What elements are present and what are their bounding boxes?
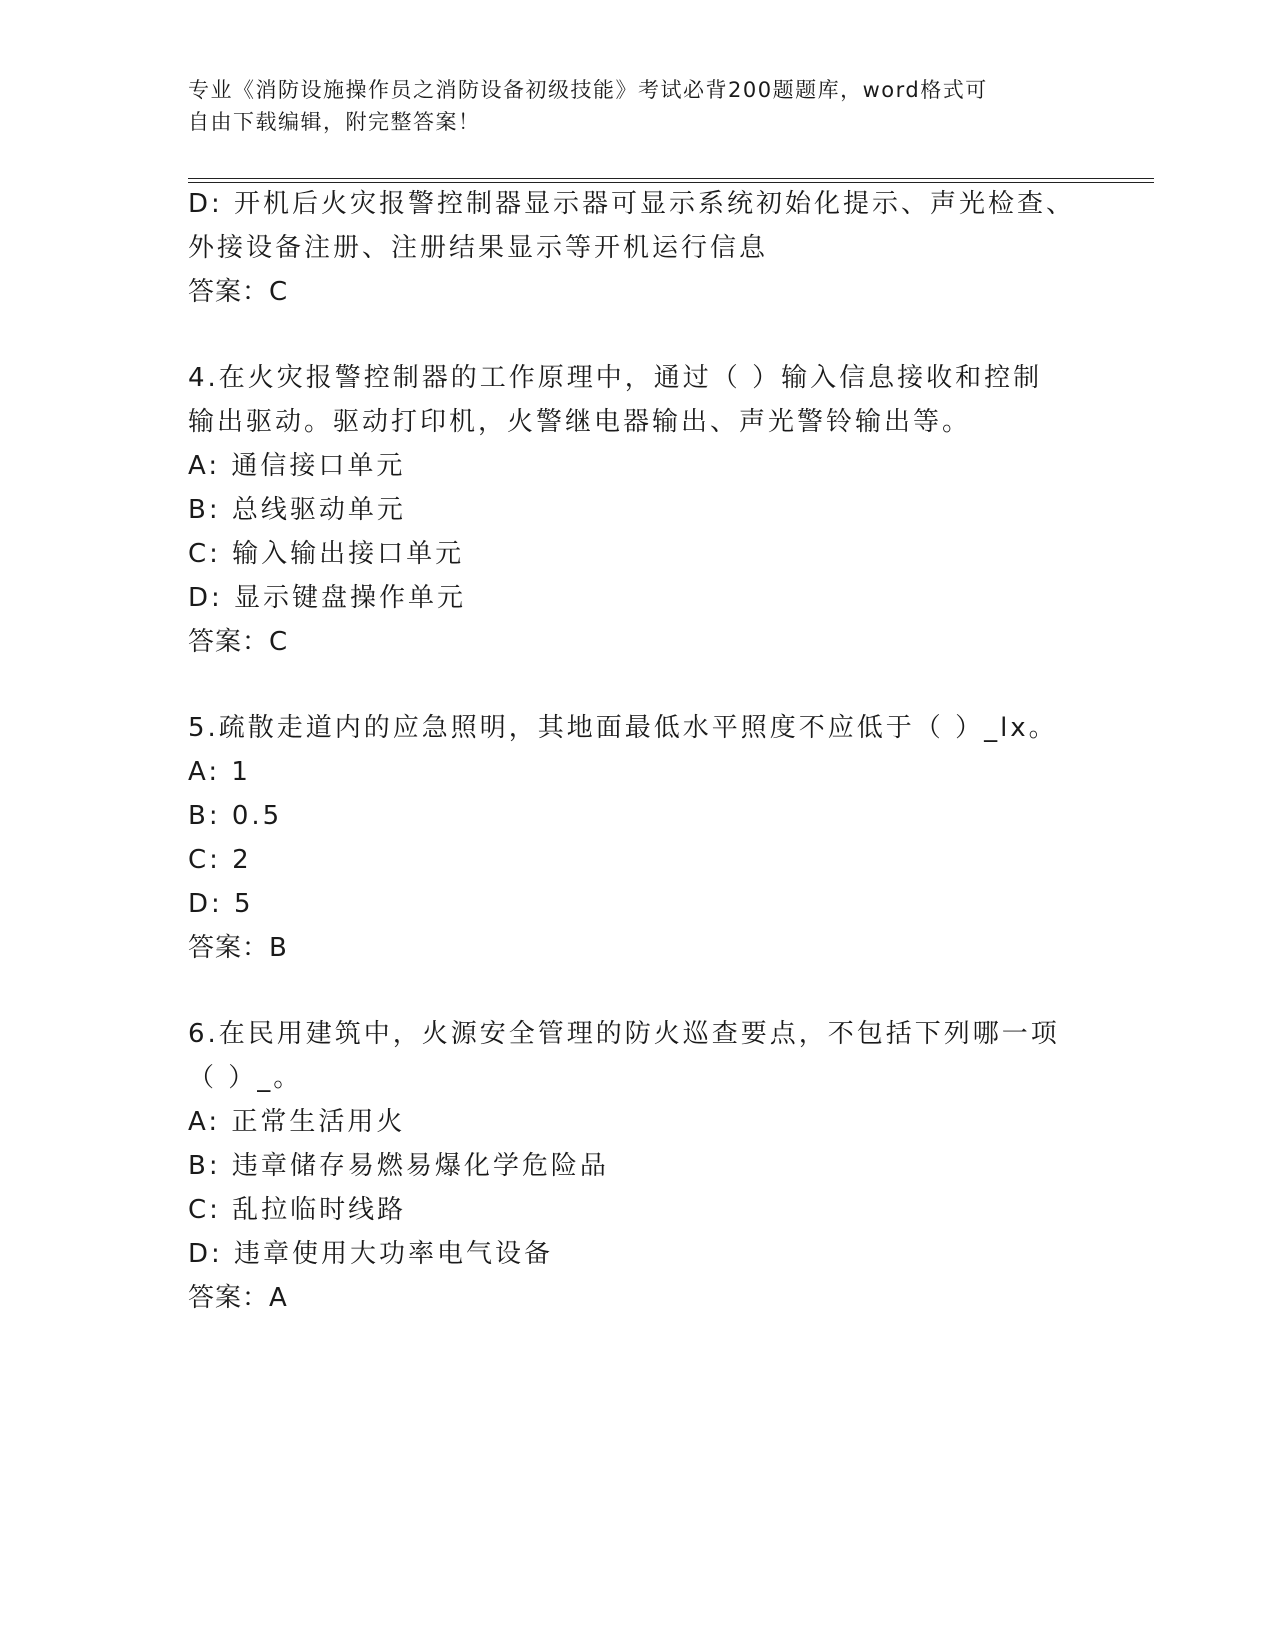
q4-option-d: D: 显示键盘操作单元 [188, 583, 467, 613]
header-divider-bottom [188, 182, 1154, 183]
q6-stem-line-2: （ ）_。 [188, 1063, 303, 1093]
q6-option-a: A: 正常生活用火 [188, 1107, 406, 1137]
q4-option-b: B: 总线驱动单元 [188, 495, 406, 525]
q4-answer: 答案：C [188, 627, 289, 657]
q4-option-c: C: 输入输出接口单元 [188, 539, 465, 569]
header-line-1: 专业《消防设施操作员之消防设备初级技能》考试必背200题题库，word格式可 [188, 78, 988, 102]
q6-option-d: D: 违章使用大功率电气设备 [188, 1239, 554, 1269]
q3-option-d-line-1: D: 开机后火灾报警控制器显示器可显示系统初始化提示、声光检查、 [188, 189, 1076, 219]
q5-option-d: D: 5 [188, 889, 254, 919]
q6-answer: 答案：A [188, 1283, 288, 1313]
q5-option-c: C: 2 [188, 845, 252, 875]
q6-stem-line-1: 6.在民用建筑中，火源安全管理的防火巡查要点，不包括下列哪一项 [188, 1019, 1060, 1049]
q4-option-a: A: 通信接口单元 [188, 451, 406, 481]
q6-option-c: C: 乱拉临时线路 [188, 1195, 407, 1225]
q3-answer: 答案：C [188, 277, 289, 307]
q5-stem: 5.疏散走道内的应急照明，其地面最低水平照度不应低于（ ）_lx。 [188, 713, 1058, 743]
q5-option-a: A: 1 [188, 757, 251, 787]
q6-option-b: B: 违章储存易燃易爆化学危险品 [188, 1151, 609, 1181]
q4-stem-line-2: 输出驱动。驱动打印机，火警继电器输出、声光警铃输出等。 [188, 407, 972, 437]
header-line-2: 自由下载编辑，附完整答案！ [188, 110, 481, 134]
q3-option-d-line-2: 外接设备注册、注册结果显示等开机运行信息 [188, 233, 769, 263]
header-divider-top [188, 178, 1154, 179]
q4-stem-line-1: 4.在火灾报警控制器的工作原理中，通过（ ）输入信息接收和控制 [188, 363, 1043, 393]
q5-answer: 答案：B [188, 933, 288, 963]
document-header [188, 74, 1068, 138]
q5-option-b: B: 0.5 [188, 801, 283, 831]
